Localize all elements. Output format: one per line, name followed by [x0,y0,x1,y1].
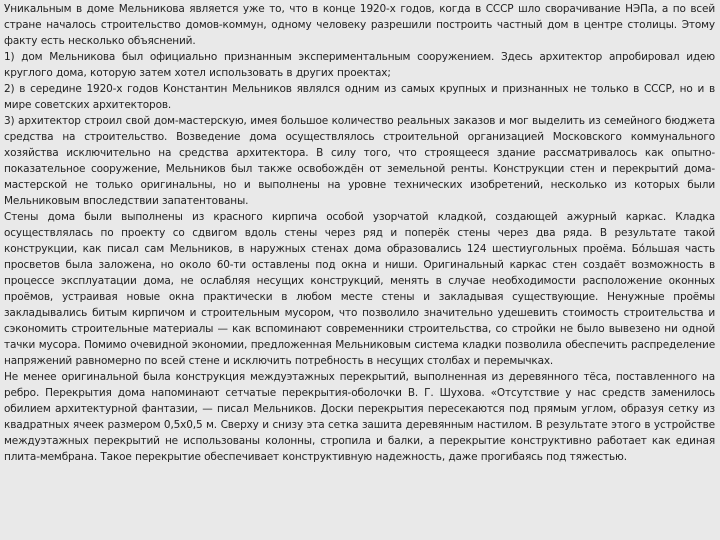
paragraph-reason-2: 2) в середине 1920-х годов Константин Мельников являлся одним из самых крупных и признанных не только в СССР, но и в мире советских архитекторов. [4,83,715,111]
paragraph-walls: Стены дома были выполнены из красного кирпича особой узорчатой кладкой, создающей ажурный каркас. Кладка осуществлялась по проекту со сдвигом вдоль стены через ряд и поперёк стены через два ряда. В результате такой конструкции, как писал сам Мельников, в наружных стенах дома образовались 124 шестиугольных проёма. Бо́льшая часть просветов была заложена, но около 60-ти оставлены под окна и ниши. Оригинальный каркас стен создаёт возможность в процессе эксплуатации дома, не ослабляя несущих конструкций, менять в случае необходимости расположение оконных проёмов, устраивая новые окна практически в любом месте стены и закладывая существующие. Ненужные проёмы закладывались битым кирпичом и строительным мусором, что позволило значительно удешевить стоимость строительства и сэкономить строительные материалы — как вспоминают современники строительства, со стройки не было вывезено ни одной тачки мусора. Помимо очевидной экономии, предложенная Мельниковым система кладки позволила обеспечить распределение напряжений равномерно по всей стене и исключить потребность в несущих столбах и перемычках. [4,211,715,367]
paragraph-reason-1: 1) дом Мельникова был официально признанным экспериментальным сооружением. Здесь архитектор апробировал идею круглого дома, которую затем хотел использовать в других проектах; [4,51,715,79]
paragraph-reason-3: 3) архитектор строил свой дом-мастерскую, имея большое количество реальных заказов и мог выделить из семейного бюджета средства на строительство. Возведение дома осуществлялось строительной организацией Московского коммунального хозяйства исключительно на средства архитектора. В силу того, что строящееся здание рассматривалось как опытно-показательное сооружение, Мельников был также освобождён от земельной ренты. Конструкции стен и перекрытий дома-мастерской не только оригинальны, но и выполнены на уровне технических изобретений, несколько из которых были Мельниковым впоследствии запатентованы. [4,115,715,207]
paragraph-intro: Уникальным в доме Мельникова является уже то, что в конце 1920-х годов, когда в СССР шло сворачивание НЭПа, а по всей стране началось строительство домов-коммун, одному человеку разрешили построить частный дом в центре столицы. Этому факту есть несколько объяснений. [4,3,715,47]
paragraph-floors: Не менее оригинальной была конструкция междуэтажных перекрытий, выполненная из деревянного тёса, поставленного на ребро. Перекрытия дома напоминают сетчатые перекрытия-оболочки В. Г. Шухова. «Отсутствие у нас средств заменилось обилием архитектурной фантазии, — писал Мельников. Доски перекрытия пересекаются под прямым углом, образуя сетку из квадратных ячеек размером 0,5х0,5 м. Сверху и снизу эта сетка зашита деревянным настилом. В результате этого в устройстве междуэтажных перекрытий не использованы колонны, стропила и балки, а перекрытие конструктивно работает как единая плита-мембрана. Такое перекрытие обеспечивает конструктивную надежность, даже прогибаясь под тяжестью. [4,371,715,463]
document-page [4,1,715,539]
